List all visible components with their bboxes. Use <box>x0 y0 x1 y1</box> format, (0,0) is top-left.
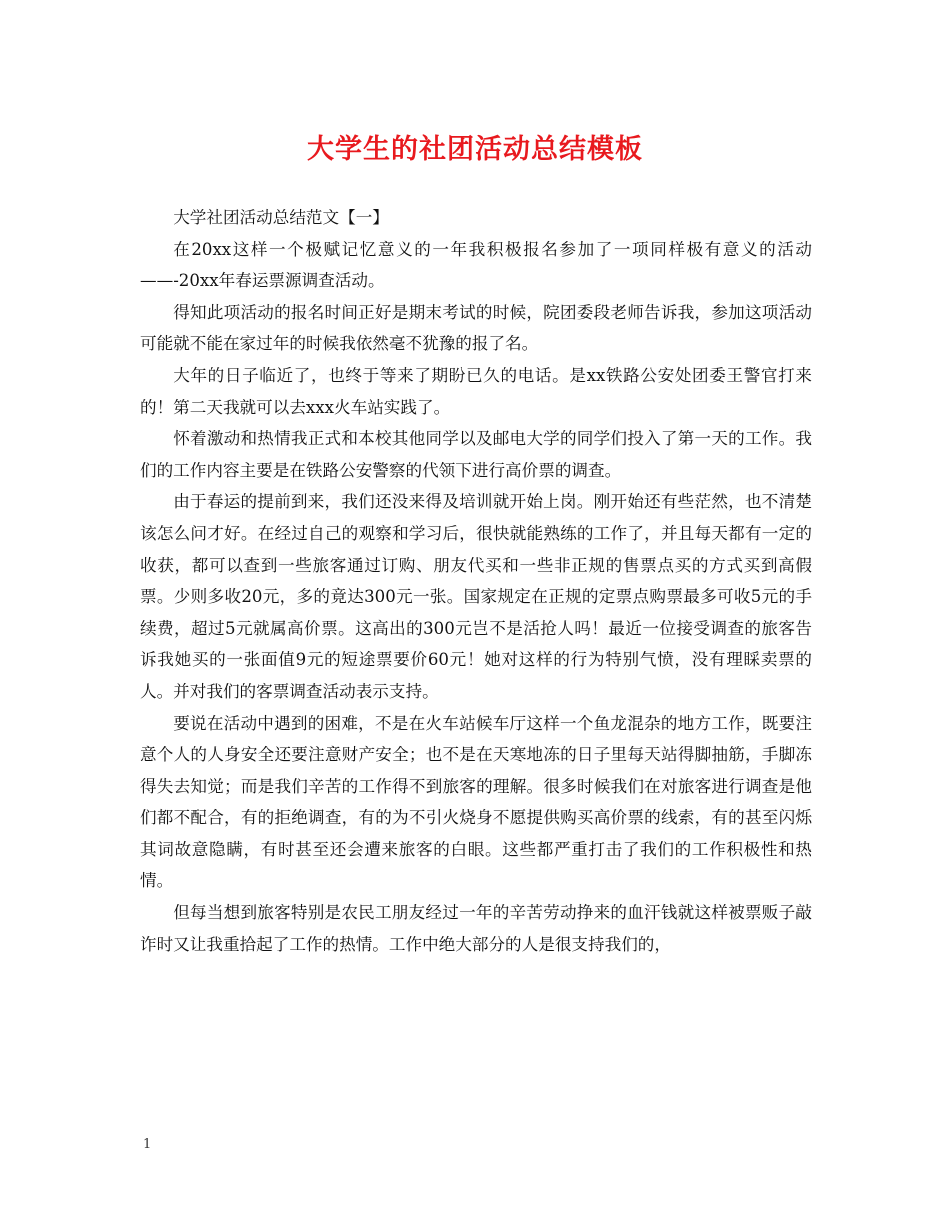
paragraph: 大年的日子临近了，也终于等来了期盼已久的电话。是xx铁路公安处团委王警官打来的！第二天我就可以去xxx火车站实践了。 <box>140 365 812 417</box>
paragraph: 在20xx这样一个极赋记忆意义的一年我积极报名参加了一项同样极有意义的活动——-20xx年春运票源调查活动。 <box>140 239 812 291</box>
page-number: 1 <box>143 1137 152 1152</box>
section-heading: 大学社团活动总结范文【一】 <box>173 208 389 227</box>
paragraph: 得知此项活动的报名时间正好是期末考试的时候，院团委段老师告诉我，参加这项活动可能就不能在家过年的时候我依然毫不犹豫的报了名。 <box>140 302 812 354</box>
document-body <box>140 202 812 960</box>
paragraph: 由于春运的提前到来，我们还没来得及培训就开始上岗。刚开始还有些茫然，也不清楚该怎么问才好。在经过自己的观察和学习后，很快就能熟练的工作了，并且每天都有一定的收获，都可以查到一些旅客通过订购、朋友代买和一些非正规的售票点买的方式买到高假票。少则多收20元，多的竟达300元一张。国家规定在正规的定票点购票最多可收5元的手续费，超过5元就属高价票。这高出的300元岂不是活抢人吗！最近一位接受调查的旅客告诉我她买的一张面值9元的短途票要价60元！她对这样的行为特别气愤，没有理睬卖票的人。并对我们的客票调查活动表示支持。 <box>140 492 812 701</box>
paragraph: 要说在活动中遇到的困难，不是在火车站候车厅这样一个鱼龙混杂的地方工作，既要注意个人的人身安全还要注意财产安全；也不是在天寒地冻的日子里每天站得脚抽筋，手脚冻得失去知觉；而是我们辛苦的工作得不到旅客的理解。很多时候我们在对旅客进行调查是他们都不配合，有的拒绝调查，有的为不引火烧身不愿提供购买高价票的线索，有的甚至闪烁其词故意隐瞒，有时甚至还会遭来旅客的白眼。这些都严重打击了我们的工作积极性和热情。 <box>140 713 812 891</box>
paragraph: 但每当想到旅客特别是农民工朋友经过一年的辛苦劳动挣来的血汗钱就这样被票贩子敲诈时又让我重拾起了工作的热情。工作中绝大部分的人是很支持我们的， <box>140 903 812 954</box>
paragraph: 怀着激动和热情我正式和本校其他同学以及邮电大学的同学们投入了第一天的工作。我们的工作内容主要是在铁路公安警察的代领下进行高价票的调查。 <box>140 429 812 480</box>
document-title: 大学生的社团活动总结模板 <box>307 134 643 165</box>
